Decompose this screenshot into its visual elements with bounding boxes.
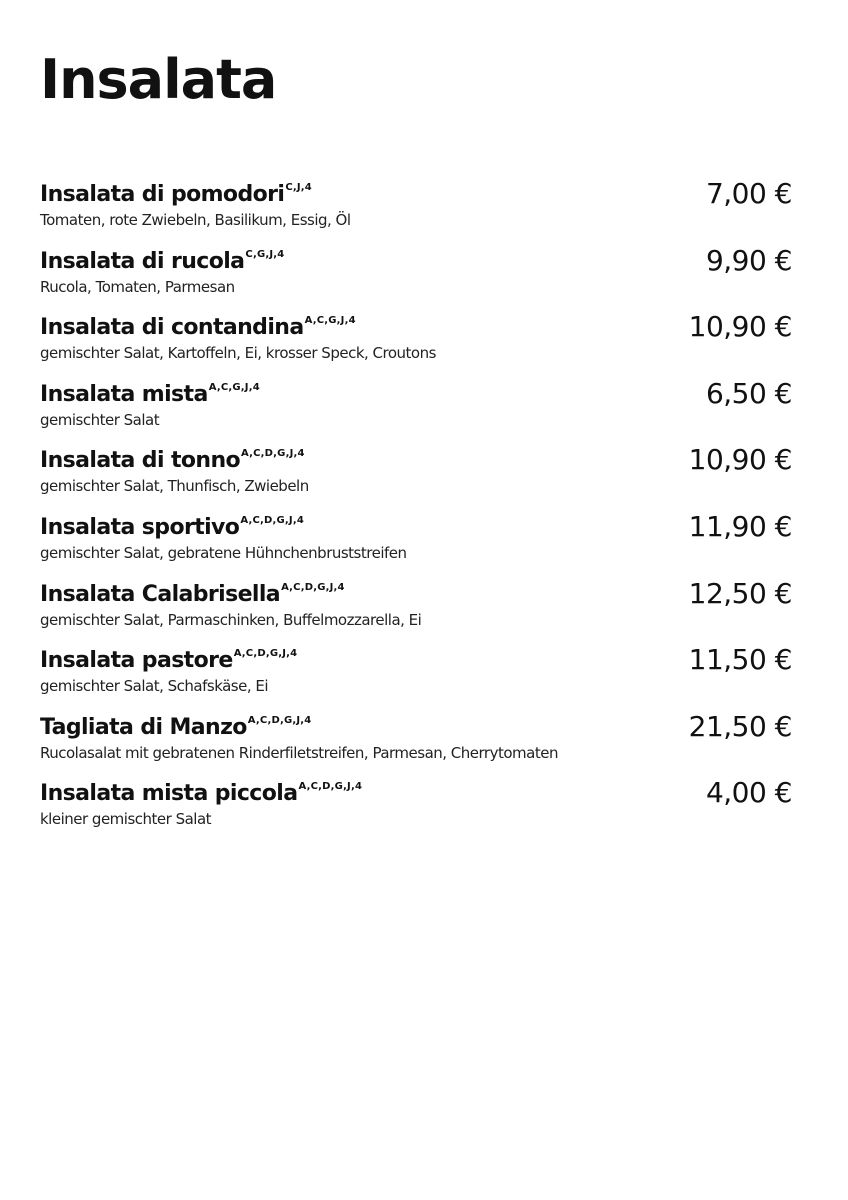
dish-name: Insalata di pomodori: [40, 182, 285, 207]
dish-description: kleiner gemischter Salat: [40, 810, 212, 829]
dish-name-line: [40, 378, 260, 412]
dish-price: 10,90 €: [688, 443, 792, 477]
page-title: Insalata: [40, 48, 277, 111]
allergen-codes: A,C,G,J,4: [208, 381, 260, 393]
dish-name: Insalata Calabrisella: [40, 581, 281, 607]
menu-item: [40, 444, 792, 511]
menu-item: [40, 578, 792, 645]
dish-description: gemischter Salat, Schafskäse, Ei: [40, 677, 269, 696]
allergen-codes: A,C,D,G,J,4: [247, 714, 312, 726]
menu-item: [40, 511, 792, 578]
dish-name: Insalata sportivo: [40, 514, 240, 540]
dish-name: Insalata mista piccola: [40, 781, 298, 807]
dish-name-line: [40, 511, 304, 545]
dish-price: 11,50 €: [688, 643, 792, 677]
dish-description: gemischter Salat: [40, 410, 160, 429]
dish-price: 12,50 €: [688, 576, 792, 610]
dish-description: Rucolasalat mit gebratenen Rinderfiletstreifen, Parmesan, Cherrytomaten: [40, 743, 558, 762]
dish-name: Tagliata di Manzo: [40, 714, 247, 740]
dish-name-line: [40, 644, 297, 678]
dish-name-line: [40, 245, 284, 279]
allergen-codes: A,C,D,G,J,4: [298, 781, 363, 793]
dish-price: 4,00 €: [705, 776, 792, 810]
dish-price: 6,50 €: [705, 376, 792, 410]
dish-name: Insalata di contandina: [40, 315, 304, 341]
dish-description: gemischter Salat, Thunfisch, Zwiebeln: [40, 477, 309, 496]
dish-price: 7,00 €: [705, 177, 792, 210]
dish-name-line: [40, 777, 362, 811]
allergen-codes: A,C,D,G,J,4: [240, 514, 304, 526]
dish-name: Insalata di rucola: [40, 248, 245, 274]
allergen-codes: A,C,G,J,4: [304, 315, 356, 327]
dish-name-line: [40, 711, 311, 745]
dish-name-line: [40, 311, 356, 345]
dish-name-line: [40, 578, 345, 612]
dish-name: Insalata mista: [40, 381, 208, 407]
menu-item: [40, 311, 792, 378]
dish-price: 9,90 €: [705, 243, 792, 277]
menu-item: [40, 178, 792, 245]
dish-description: gemischter Salat, Kartoffeln, Ei, krosser Speck, Croutons: [40, 344, 436, 363]
dish-description: Tomaten, rote Zwiebeln, Basilikum, Essig, Öl: [40, 211, 351, 229]
dish-name: Insalata di tonno: [40, 448, 241, 474]
menu-item: [40, 777, 792, 844]
dish-price: 10,90 €: [688, 310, 792, 344]
allergen-codes: A,C,D,G,J,4: [233, 648, 298, 660]
allergen-codes: A,C,D,G,J,4: [281, 581, 345, 593]
dish-name: Insalata pastore: [40, 648, 233, 674]
dish-name-line: [40, 178, 312, 212]
menu-list: [40, 178, 792, 844]
dish-description: Rucola, Tomaten, Parmesan: [40, 277, 235, 296]
dish-description: gemischter Salat, gebratene Hühnchenbruststreifen: [40, 543, 407, 562]
menu-item: [40, 378, 792, 445]
menu-item: [40, 644, 792, 711]
allergen-codes: C,G,J,4: [245, 248, 285, 260]
allergen-codes: A,C,D,G,J,4: [241, 448, 305, 460]
dish-name-line: [40, 444, 305, 478]
menu-item: [40, 711, 792, 778]
dish-description: gemischter Salat, Parmaschinken, Buffelmozzarella, Ei: [40, 610, 422, 629]
menu-item: [40, 245, 792, 312]
dish-price: 21,50 €: [688, 709, 792, 743]
dish-price: 11,90 €: [688, 509, 792, 543]
allergen-codes: C,J,4: [285, 182, 312, 193]
